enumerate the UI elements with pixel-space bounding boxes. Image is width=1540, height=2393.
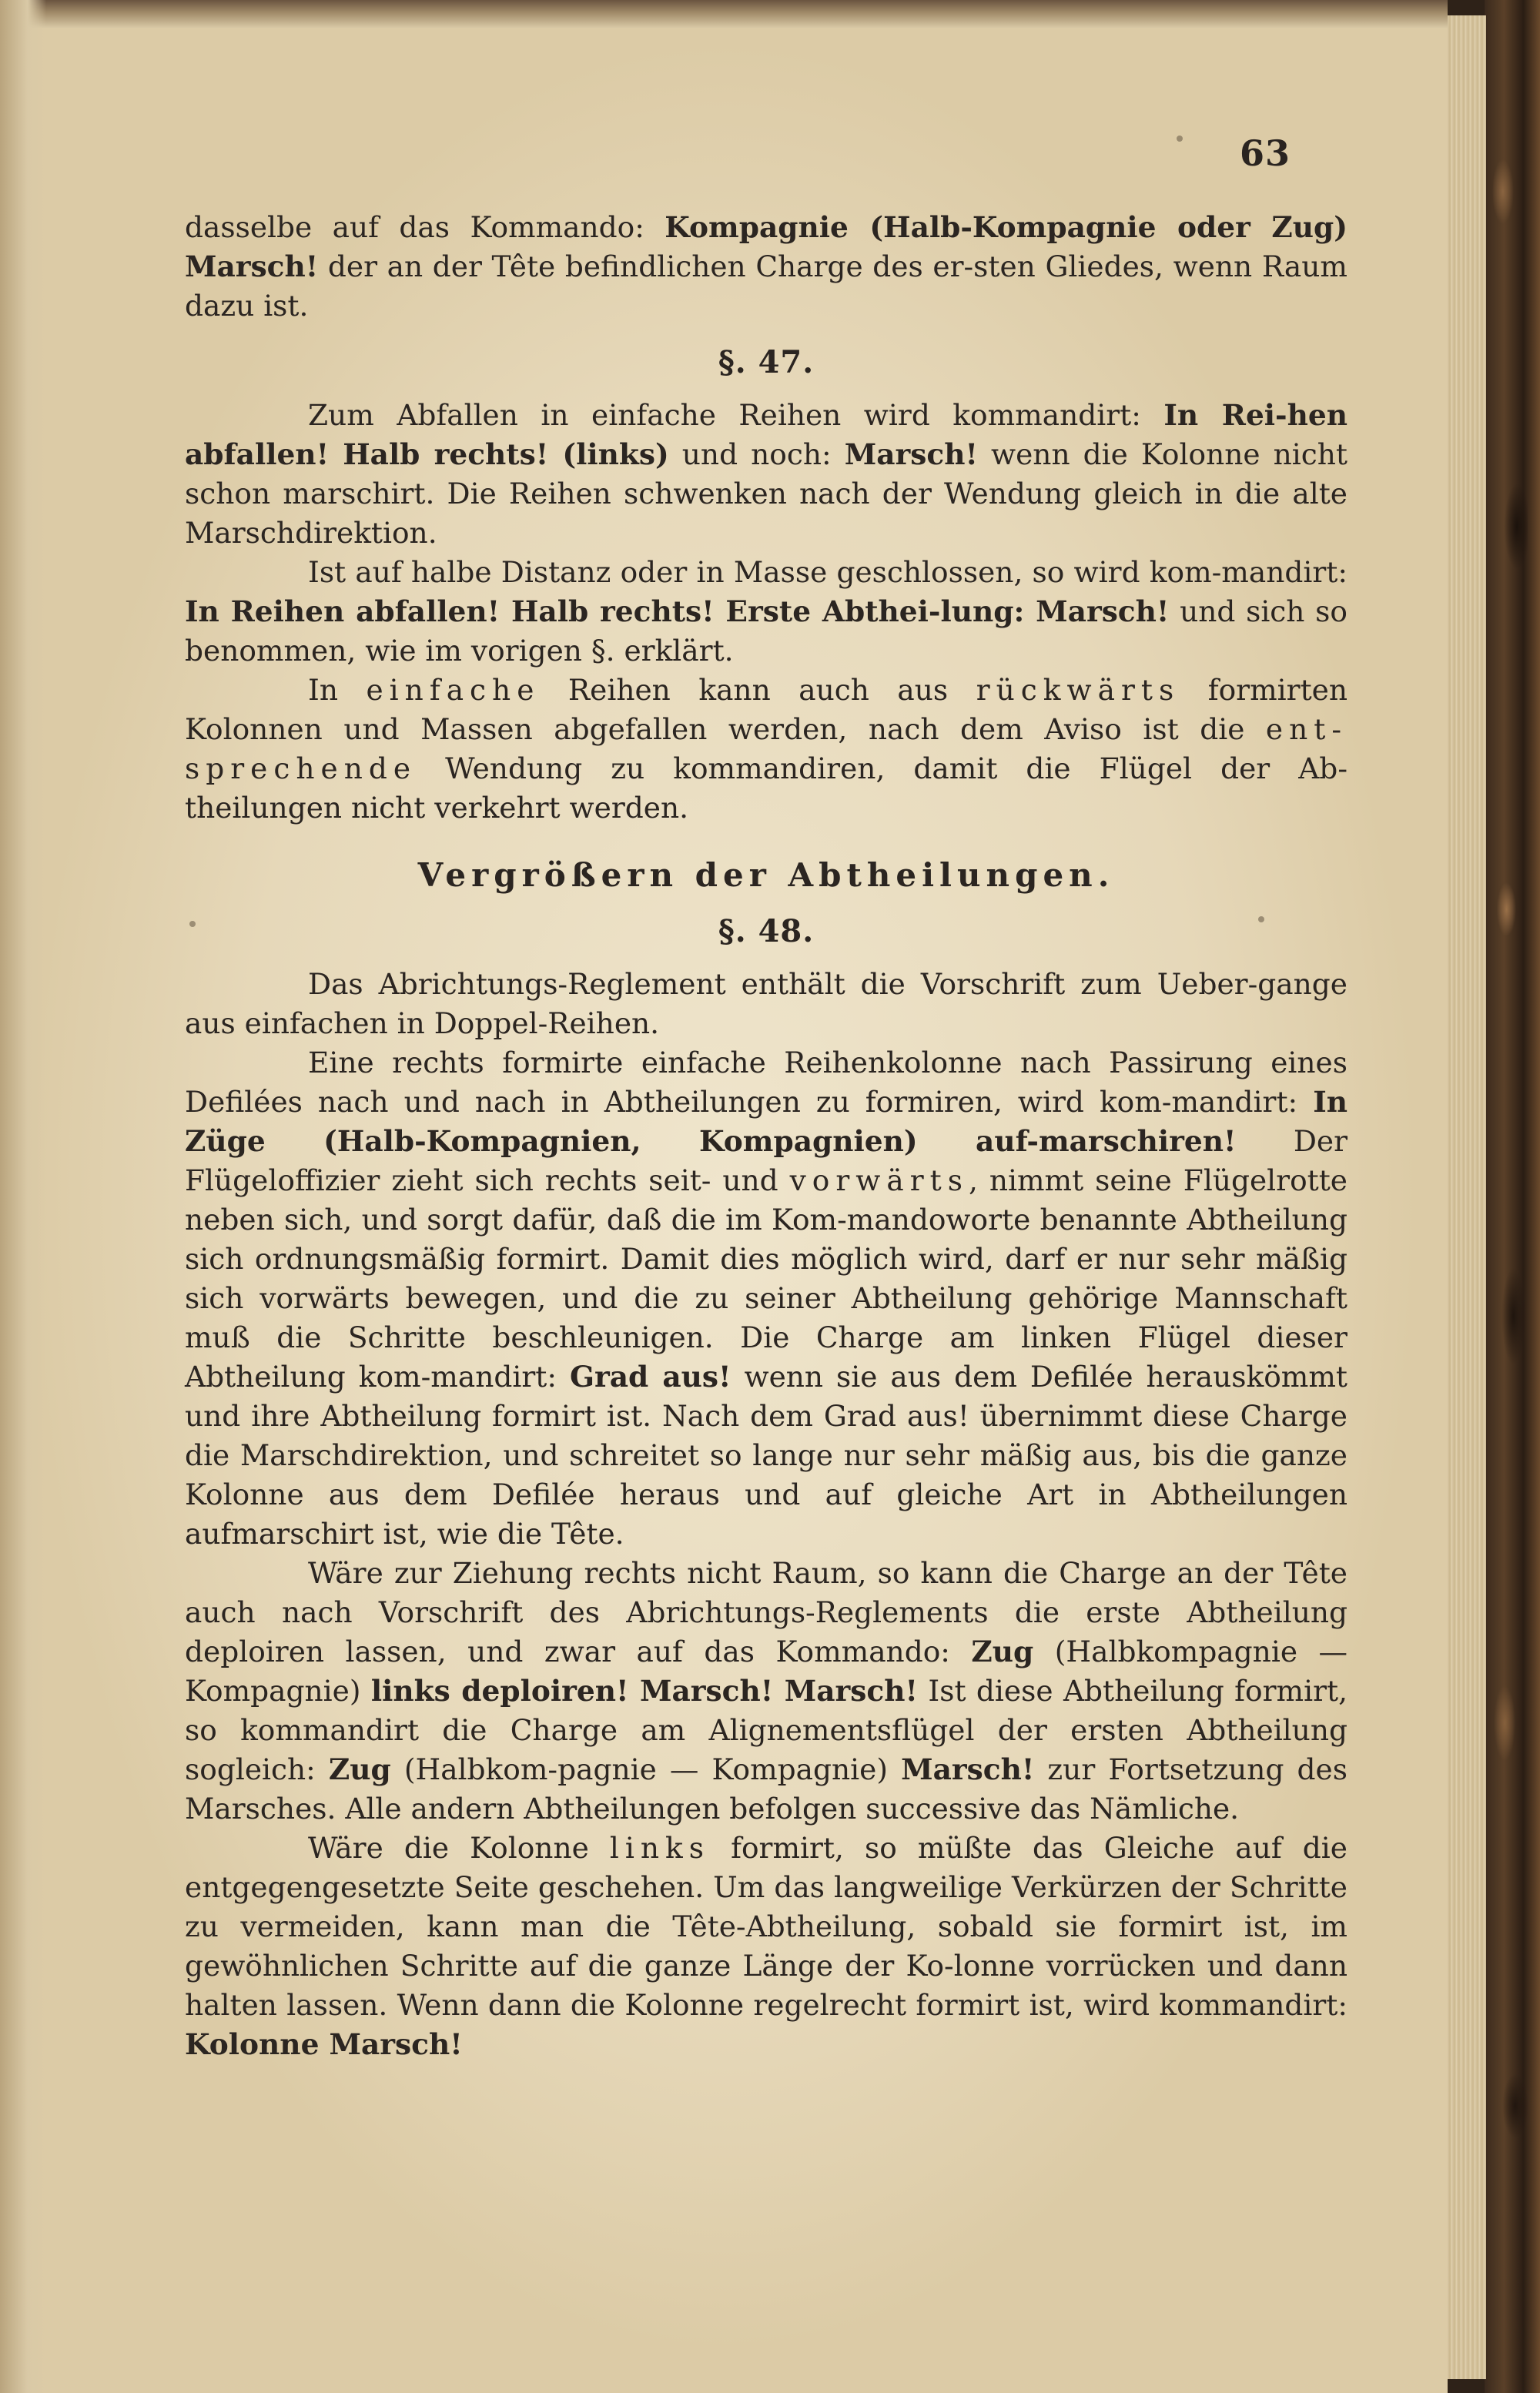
paragraph-text: Wäre zur Ziehung rechts nicht Raum, so kann die Charge an der Tête auch nach Vorschrift des Abrichtungs-Reglements die erste Abtheilung deploiren lassen, und zwar auf das Kommando: xyxy=(185,1556,1348,1668)
section-heading: Vergrößern der Abtheilungen. xyxy=(417,856,1115,894)
paragraph-text: Wäre die Kolonne xyxy=(308,1831,610,1865)
paragraph-text: Ist diese Abtheilung formirt, so kommandirt die Charge am Alignementsflügel der ersten Abtheilung sogleich: xyxy=(185,1674,1348,1786)
paragraph xyxy=(185,208,1348,326)
paragraph xyxy=(185,965,1348,1043)
page-number: 63 xyxy=(1240,132,1291,174)
paragraph-text: Das Abrichtungs-Reglement enthält die Vorschrift zum Ueber-gange aus einfachen in Doppel-Reihen. xyxy=(185,967,1348,1040)
command-text: In Rei-hen abfallen! Halb rechts! (links) xyxy=(185,398,1348,471)
command-text: Marsch! xyxy=(901,1752,1035,1786)
command-text: links deploiren! Marsch! Marsch! xyxy=(370,1674,918,1708)
paragraph-text: Zum Abfallen in einfache Reihen wird kommandirt: xyxy=(308,398,1164,432)
spaced-emphasis: vorwärts xyxy=(789,1163,969,1197)
paragraph-text: (Halbkom-pagnie — Kompagnie) xyxy=(390,1752,902,1786)
section-number: §. 47. xyxy=(718,344,815,380)
paragraph-text: und sich so benommen, wie im vorigen §. erklärt. xyxy=(185,594,1348,668)
paragraph-text: wenn die Kolonne nicht schon marschirt. Die Reihen schwenken nach der Wendung gleich in die alte Marschdirektion. xyxy=(185,437,1348,550)
spaced-emphasis: einfache xyxy=(366,673,541,707)
paragraph xyxy=(185,396,1348,553)
page-gutter xyxy=(0,0,46,2393)
paragraph-text: und noch: xyxy=(668,437,845,471)
paragraph-text: formirten Kolonnen und Massen abgefallen werden, nach dem Aviso ist die xyxy=(185,673,1348,746)
paragraph-text: Eine rechts formirte einfache Reihenkolonne nach Passirung eines Defilées nach und nach in Abtheilungen zu formiren, wird kom-mandirt: xyxy=(185,1046,1348,1119)
paragraph-text: , nimmt seine Flügelrotte neben sich, und sorgt dafür, daß die im Kom-mandoworte benannte Abtheilung sich ordnungsmäßig formirt. Damit dies möglich wird, darf er nur sehr mäßig sich vorwärts bewegen, und die zu seiner Abtheilung gehörige Mannschaft muß die Schritte beschleunigen. Die Charge am linken Flügel dieser Abtheilung kom-mandirt: xyxy=(185,1163,1348,1394)
paragraph xyxy=(185,553,1348,671)
command-text: Kompagnie (Halb-Kompagnie oder Zug) Marsch! xyxy=(185,210,1348,283)
paragraph-text: formirt, so müßte das Gleiche auf die entgegengesetzte Seite geschehen. Um das langweilige Verkürzen der Schritte zu vermeiden, kann man die Tête-Abtheilung, sobald sie formirt ist, im gewöhnlichen Schritte auf die ganze Länge der Ko-lonne vorrücken und dann halten lassen. Wenn dann die Kolonne regelrecht formirt ist, wird kommandirt: xyxy=(185,1831,1348,2022)
text-body xyxy=(185,208,1348,2064)
command-text: Zug xyxy=(328,1752,391,1786)
book-cover-edge xyxy=(1485,0,1540,2393)
paragraph xyxy=(185,1554,1348,1829)
paragraph xyxy=(185,1829,1348,2064)
paragraph-text: wenn sie aus dem Defilée herauskömmt und ihre Abtheilung formirt ist. Nach dem Grad aus! übernimmt diese Charge die Marschdirektion, und schreitet so lange nur sehr mäßig aus, bis die ganze Kolonne aus dem Defilée heraus und auf gleiche Art in Abtheilungen aufmarschirt ist, wie die Tête. xyxy=(185,1360,1348,1551)
command-text: Kolonne Marsch! xyxy=(185,2027,463,2061)
page-top-edge xyxy=(0,0,1448,28)
paragraph-text: Reihen kann auch aus xyxy=(540,673,976,707)
command-text: In Züge (Halb-Kompagnien, Kompagnien) auf-marschiren! xyxy=(185,1085,1348,1158)
paragraph-text: Ist auf halbe Distanz oder in Masse geschlossen, so wird kom-mandirt: xyxy=(308,555,1348,589)
paragraph-text: dasselbe auf das Kommando: xyxy=(185,210,665,244)
spaced-emphasis: rückwärts xyxy=(976,673,1180,707)
command-text: Zug xyxy=(971,1635,1034,1668)
paragraph-text: In xyxy=(308,673,367,707)
paragraph-text: Der Flügeloffizier zieht sich rechts seit- und xyxy=(185,1124,1348,1197)
page-edges xyxy=(1446,15,1486,2379)
spaced-emphasis: links xyxy=(609,1831,710,1865)
command-text: Grad aus! xyxy=(569,1360,732,1394)
paragraph xyxy=(185,671,1348,828)
command-text: Marsch! xyxy=(844,437,978,471)
paragraph-text: zur Fortsetzung des Marsches. Alle andern Abtheilungen befolgen successive das Nämliche. xyxy=(185,1752,1348,1826)
paragraph-text: Wendung zu kommandiren, damit die Flügel der Ab-theilungen nicht verkehrt werden. xyxy=(185,751,1348,825)
paper-speck xyxy=(1177,136,1183,142)
paragraph-text: der an der Tête befindlichen Charge des er-sten Gliedes, wenn Raum dazu ist. xyxy=(185,249,1348,323)
section-number: §. 48. xyxy=(718,913,815,949)
paragraph xyxy=(185,1043,1348,1554)
spaced-emphasis: ent-sprechende xyxy=(185,712,1348,785)
paragraph-text: (Halbkompagnie — Kompagnie) xyxy=(185,1635,1348,1708)
command-text: In Reihen abfallen! Halb rechts! Erste Abthei-lung: Marsch! xyxy=(185,594,1170,628)
